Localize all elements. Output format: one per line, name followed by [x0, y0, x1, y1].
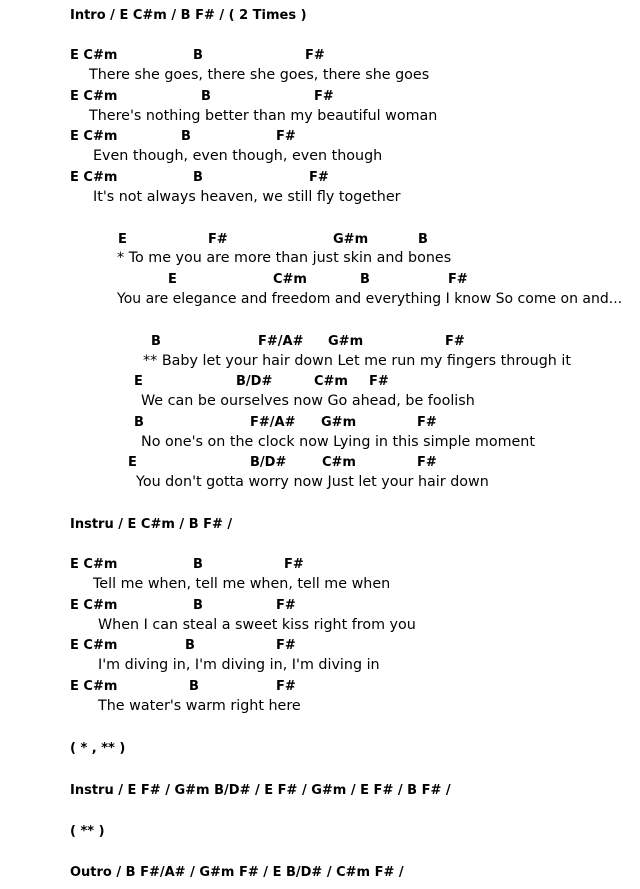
chord: F# [369, 374, 389, 389]
chord: G#m [328, 334, 364, 349]
lyric-line: You are elegance and freedom and everything I know So come on and... [117, 291, 623, 307]
chord: B [181, 129, 191, 144]
chord: B [193, 48, 203, 63]
chord: B [193, 557, 203, 572]
chord: B [151, 334, 161, 349]
chord: F#/A# [250, 415, 296, 430]
chord: F# [276, 598, 296, 613]
chord: F# [309, 170, 329, 185]
lyric-line: We can be ourselves now Go ahead, be foolish [141, 393, 475, 409]
chord: E C#m [70, 48, 118, 63]
repeat-marker: ( * , ** ) [70, 741, 126, 756]
chord: B [193, 170, 203, 185]
chord: F# [305, 48, 325, 63]
chord: E C#m [70, 679, 118, 694]
lyric-line: Even though, even though, even though [93, 148, 383, 164]
lyric-line: I'm diving in, I'm diving in, I'm diving in [98, 657, 380, 673]
lyric-line: No one's on the clock now Lying in this simple moment [141, 434, 535, 450]
lyric-line: ** Baby let your hair down Let me run my fingers through it [143, 353, 571, 369]
chord: F# [448, 272, 468, 287]
chord: B [418, 232, 428, 247]
chord: F# [208, 232, 228, 247]
lyric-line: There she goes, there she goes, there she goes [89, 67, 430, 83]
chord: E [128, 455, 137, 470]
chord: C#m [314, 374, 348, 389]
lyric-line: It's not always heaven, we still fly together [93, 189, 401, 205]
instru-line: Instru / E C#m / B F# / [70, 517, 233, 532]
chord: F# [276, 638, 296, 653]
chord: G#m [333, 232, 369, 247]
chord: C#m [273, 272, 307, 287]
chord: F# [445, 334, 465, 349]
lyric-line: The water's warm right here [98, 698, 301, 714]
lyric-line: Tell me when, tell me when, tell me when [93, 576, 391, 592]
chord: F# [314, 89, 334, 104]
chord: E [134, 374, 143, 389]
chord: E C#m [70, 89, 118, 104]
chord: E C#m [70, 557, 118, 572]
chord: E C#m [70, 170, 118, 185]
chord: E C#m [70, 598, 118, 613]
lyric-line: When I can steal a sweet kiss right from you [98, 617, 416, 633]
chord: F# [417, 415, 437, 430]
chord: B [185, 638, 195, 653]
chord: B [134, 415, 144, 430]
chord: E C#m [70, 129, 118, 144]
chord: F# [284, 557, 304, 572]
chord: B [201, 89, 211, 104]
chord: E [168, 272, 177, 287]
chord: E [118, 232, 127, 247]
chord: F# [417, 455, 437, 470]
chord: B [189, 679, 199, 694]
intro-line: Intro / E C#m / B F# / ( 2 Times ) [70, 8, 307, 23]
repeat-marker: ( ** ) [70, 824, 105, 839]
chord: C#m [322, 455, 356, 470]
chord: F# [276, 129, 296, 144]
lyric-line: There's nothing better than my beautiful woman [89, 108, 438, 124]
chord: G#m [321, 415, 357, 430]
outro-line: Outro / B F#/A# / G#m F# / E B/D# / C#m F# / [70, 865, 404, 880]
lyric-line: * To me you are more than just skin and bones [117, 250, 452, 266]
chord: E C#m [70, 638, 118, 653]
lyric-line: You don't gotta worry now Just let your hair down [136, 474, 489, 490]
chord: B [360, 272, 370, 287]
chord: B/D# [236, 374, 273, 389]
chord: F#/A# [258, 334, 304, 349]
chord: B [193, 598, 203, 613]
instru-line: Instru / E F# / G#m B/D# / E F# / G#m / E F# / B F# / [70, 783, 451, 798]
chord: B/D# [250, 455, 287, 470]
chord: F# [276, 679, 296, 694]
